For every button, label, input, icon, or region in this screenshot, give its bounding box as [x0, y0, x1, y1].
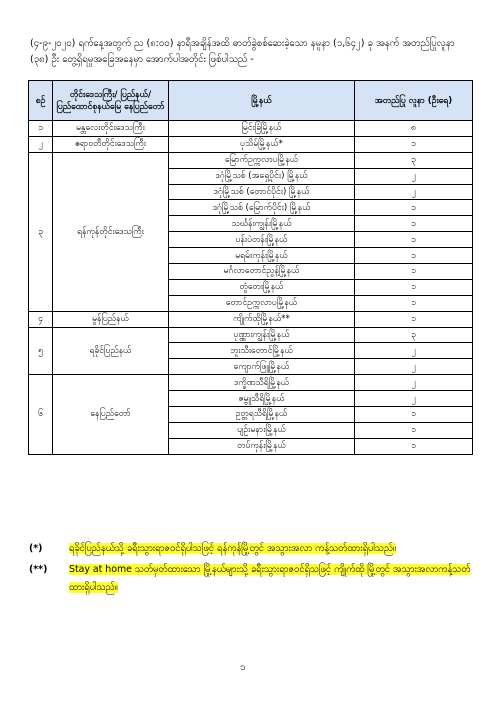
township-cell: ပျဉ်းမနားမြို့နယ်	[169, 422, 355, 438]
table-row	[29, 327, 473, 343]
serial-cell: ၁	[29, 121, 53, 137]
table-row	[29, 121, 473, 137]
count-cell: ၂	[355, 359, 473, 375]
header-serial: စဉ်	[29, 81, 53, 121]
township-cell: မြောက်ဥက္ကလာပမြို့နယ်	[169, 152, 355, 168]
township-cell: ဥတ္တရသီရိမြို့နယ်	[169, 407, 355, 423]
township-cell: တောင်ဥက္ကလာပမြို့နယ်	[169, 295, 355, 311]
count-cell: ၁	[355, 407, 473, 423]
township-cell: ပုသိမ်မြို့နယ်*	[169, 136, 355, 152]
count-cell: ၂	[355, 375, 473, 391]
count-cell: ၁	[355, 248, 473, 264]
count-cell: ၁	[355, 295, 473, 311]
township-cell: သင်္ဃန်းကျွန်းမြို့နယ်	[169, 216, 355, 232]
serial-cell: ၅	[29, 327, 53, 375]
footnote-text: ရခိုင်ပြည်နယ်သို့ ခရီးသွားရာဇဝင်ရှိပါသဖြင့် ရန်ကုန်မြို့တွင် အသွားအလာ ကန့်သတ်ထားရှိပါသည်။	[69, 543, 396, 554]
table-row	[29, 375, 473, 391]
region-cell: မန္တလေးတိုင်းဒေသကြီး	[53, 121, 169, 137]
count-cell: ၁	[355, 422, 473, 438]
region-cell: မွန်ပြည်နယ်	[53, 311, 169, 327]
region-cell: ရခိုင်ပြည်နယ်	[53, 327, 169, 375]
table-header-row	[29, 81, 473, 121]
township-cell: တွံတေးမြို့နယ်	[169, 279, 355, 295]
township-cell: ကျိုက်ထိုမြို့နယ်**	[169, 311, 355, 327]
footnote-text: Stay at home သတ်မှတ်ထားသော မြို့နယ်များသို့ ခရီးသွားရာဇဝင်ရှိသဖြင့် ကျိုက်ထို မြို့တွင် အသွားအလာကန့်သတ်ထားရှိပါသည်။	[69, 564, 471, 593]
count-cell: ၁	[355, 216, 473, 232]
township-cell: ဒက္ခိဏသီရိမြို့နယ်	[169, 375, 355, 391]
township-cell: တပ်ကုန်းမြို့နယ်	[169, 438, 355, 454]
township-cell: မင်္ဂလာတောင်ညွန့်မြို့နယ်	[169, 264, 355, 280]
count-cell: ၃	[355, 327, 473, 343]
table-row	[29, 311, 473, 327]
region-cell: ဧရာဝတီတိုင်းဒေသကြီး	[53, 136, 169, 152]
township-cell: ဇမ္ဗူသီရိမြို့နယ်	[169, 391, 355, 407]
count-cell: ၂	[355, 168, 473, 184]
count-cell: ၁	[355, 136, 473, 152]
count-cell: ၁	[355, 200, 473, 216]
count-cell: ၂	[355, 391, 473, 407]
serial-cell: ၆	[29, 375, 53, 454]
serial-cell: ၂	[29, 136, 53, 152]
footnote-mark: (*)	[29, 543, 43, 554]
table-row	[29, 152, 473, 168]
count-cell: ၂	[355, 343, 473, 359]
header-township: မြို့နယ်	[169, 81, 355, 121]
page-number: ၁	[240, 662, 246, 673]
township-cell: ဘူးသီးတောင်မြို့နယ်	[169, 343, 355, 359]
region-cell: နေပြည်တော်	[53, 375, 169, 454]
township-cell: မရမ်းကုန်းမြို့နယ်	[169, 248, 355, 264]
count-cell: ၁	[355, 264, 473, 280]
count-cell: ၁	[355, 232, 473, 248]
count-cell: ၁	[355, 311, 473, 327]
township-cell: ဒဂုံမြို့သစ် (တောင်ပိုင်း) မြို့နယ်	[169, 184, 355, 200]
header-count: အတည်ပြု လူနာ (ဦးရေ)	[355, 81, 473, 121]
township-cell: ဒဂုံမြို့သစ် (အရှေ့ပိုင်း) မြို့နယ်	[169, 168, 355, 184]
serial-cell: ၃	[29, 152, 53, 311]
region-cell: ရန်ကုန်တိုင်းဒေသကြီး	[53, 152, 169, 311]
header-region: တိုင်းဒေသကြီး/ ပြည်နယ်/ ပြည်ထောင်စုနယ်မြေ နေပြည်တော်	[53, 81, 169, 121]
count-cell: ၂	[355, 184, 473, 200]
count-cell: ၈	[355, 121, 473, 137]
footnote-2	[29, 561, 471, 597]
footnotes	[29, 540, 471, 600]
township-cell: ကျောက်ဖြူမြို့နယ်	[169, 359, 355, 375]
case-table-container	[28, 80, 473, 455]
serial-cell: ၄	[29, 311, 53, 327]
count-cell: ၁	[355, 279, 473, 295]
case-table	[28, 80, 473, 455]
table-row	[29, 136, 473, 152]
table-body	[29, 121, 473, 455]
footnote-mark: (**)	[29, 564, 48, 575]
township-cell: မြင်းခြံမြို့နယ်	[169, 121, 355, 137]
township-cell: ဒဂုံမြို့သစ် (မြောက်ပိုင်း) မြို့နယ်	[169, 200, 355, 216]
township-cell: ပုဏ္ဏားကျွန်းမြို့နယ်	[169, 327, 355, 343]
count-cell: ၁	[355, 438, 473, 454]
township-cell: ပန်းပဲတန်းမြို့နယ်	[169, 232, 355, 248]
count-cell: ၃	[355, 152, 473, 168]
intro-paragraph: (၄-၉-၂၀၂၀) ရက်နေ့အတွက် ည (၈:၀၀) နာရီအချိန်အထိ ဓာတ်ခွဲစစ်ဆေးခဲ့သော နမူနာ (၁,၆၄၂) ခု အနက် အတည်ပြုလူနာ (၃၈) ဦး တွေ့ရှိရမှုအခြေအနေမှာ အောက်ပါအတိုင်း ဖြစ်ပါသည် -	[30, 38, 455, 65]
footnote-1	[29, 540, 471, 558]
